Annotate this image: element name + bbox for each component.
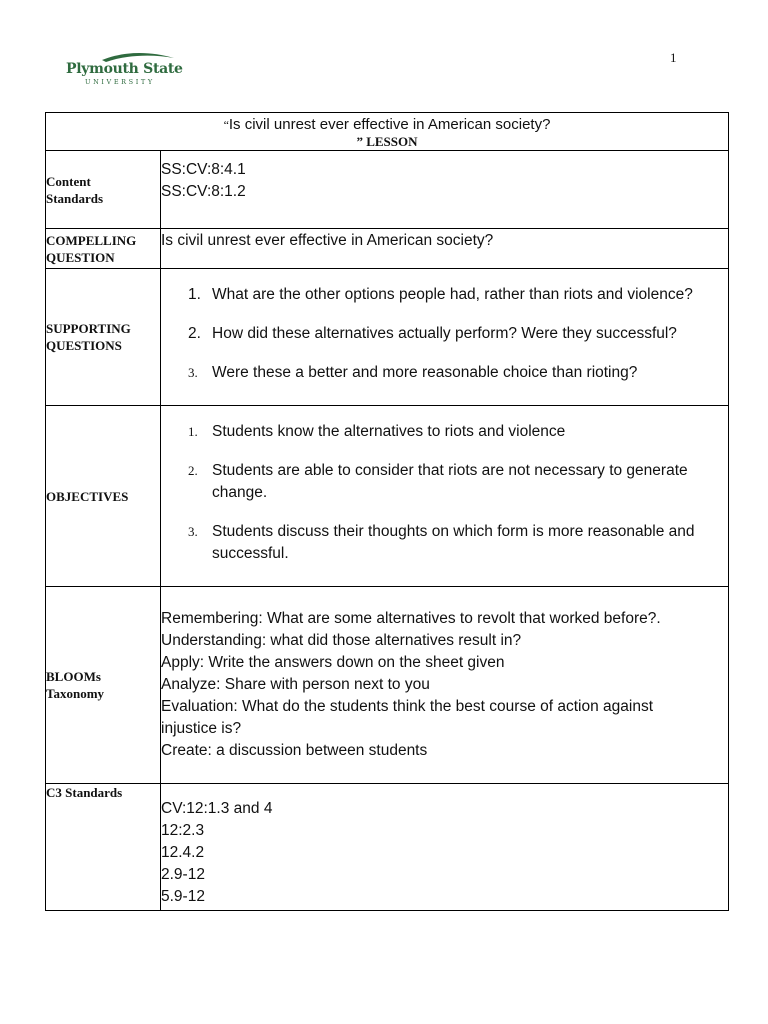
objectives-row <box>46 406 729 587</box>
title-open-quote: “ <box>223 117 229 132</box>
blooms-label: BLOOMs Taxonomy <box>46 587 161 784</box>
blooms-line: Understanding: what did those alternatives result in? <box>161 632 522 649</box>
blooms-line: Create: a discussion between students <box>161 742 428 759</box>
c3-standards-label: C3 Standards <box>46 784 161 911</box>
university-logo <box>62 52 183 88</box>
blooms-line: Analyze: Share with person next to you <box>161 676 430 693</box>
blooms-line: Remembering: What are some alternatives to revolt that worked before?. <box>161 610 661 627</box>
c3-standards-values <box>161 784 729 911</box>
lesson-title-cell <box>46 113 729 151</box>
objectives-label: OBJECTIVES <box>46 406 161 587</box>
objectives-list <box>161 406 729 587</box>
content-standards-row <box>46 151 729 229</box>
blooms-row <box>46 587 729 784</box>
list-item: 2. Students are able to consider that riots are not necessary to generate change. <box>188 462 688 501</box>
list-item: 3. Were these a better and more reasonable choice than rioting? <box>188 364 638 381</box>
content-standards-label: Content Standards <box>46 151 161 229</box>
list-item: 3. Students discuss their thoughts on which form is more reasonable and successful. <box>188 523 695 562</box>
c3-standards-row <box>46 784 729 911</box>
standard-item: SS:CV:8:4.1 <box>161 160 246 178</box>
content-standards-values <box>161 151 729 229</box>
logo-name: Plymouth State <box>66 61 183 77</box>
blooms-content <box>161 587 729 784</box>
list-item: 1. What are the other options people had, rather than riots and violence? <box>188 286 693 303</box>
lesson-subtitle: ” LESSON <box>356 133 418 149</box>
logo-subtitle: UNIVERSITY <box>85 78 155 86</box>
compelling-question-value: Is civil unrest ever effective in American society? <box>161 229 729 269</box>
compelling-question-label: COMPELLING QUESTION <box>46 229 161 269</box>
standard-item: CV:12:1.3 and 4 <box>161 800 273 817</box>
lesson-table <box>45 112 729 911</box>
supporting-questions-list <box>161 269 729 406</box>
supporting-questions-row <box>46 269 729 406</box>
list-item: 2. How did these alternatives actually perform? Were they successful? <box>188 325 677 342</box>
compelling-question-row <box>46 229 729 269</box>
list-item: 1. Students know the alternatives to riots and violence <box>188 423 566 440</box>
standard-item: 12.4.2 <box>161 844 205 861</box>
page-number: 1 <box>670 50 677 65</box>
standard-item: 12:2.3 <box>161 822 205 839</box>
blooms-line: Evaluation: What do the students think the best course of action against injustice is? <box>161 698 653 737</box>
lesson-title: Is civil unrest ever effective in American society? <box>228 115 551 133</box>
title-row <box>46 113 729 151</box>
standard-item: 5.9-12 <box>161 888 205 905</box>
blooms-line: Apply: Write the answers down on the sheet given <box>161 654 505 671</box>
standard-item: 2.9-12 <box>161 866 205 883</box>
supporting-questions-label: SUPPORTING QUESTIONS <box>46 269 161 406</box>
standard-item: SS:CV:8:1.2 <box>161 182 246 200</box>
